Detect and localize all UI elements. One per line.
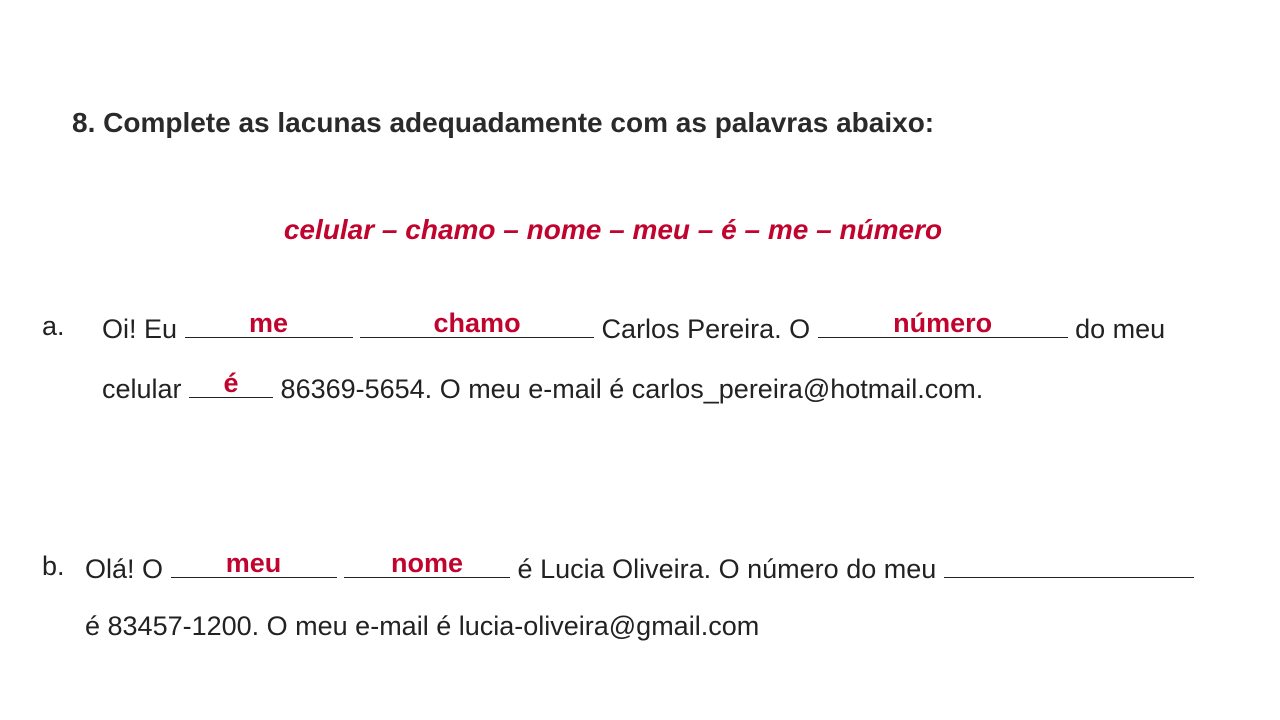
item-a-marker: a. [42,311,65,341]
blank[interactable] [344,548,510,578]
exercise-title: 8. Complete as lacunas adequadamente com as palavras abaixo: [72,107,935,138]
blank-answer: me [249,308,289,338]
word-bank: celular – chamo – nome – meu – é – me – número [283,214,943,245]
blank[interactable] [185,308,353,338]
item-a-text: 86369-5654. O meu e-mail é carlos_pereira@hotmail.com. [273,374,984,404]
item-b-text: é Lucia Oliveira. O número do meu [510,554,944,584]
blank-answer: meu [225,548,282,578]
item-b-text: Olá! O [85,554,171,584]
blank-answer: chamo [433,308,521,338]
blank[interactable] [189,368,273,398]
item-a-text: Oi! Eu [102,314,185,344]
blank[interactable] [171,548,337,578]
blank[interactable] [360,308,594,338]
item-b-line-1 [85,548,1194,585]
blank-answer: número [893,308,993,338]
item-a-text: do meu [1067,314,1166,344]
item-b-line-2 [85,611,759,642]
item-b-marker: b. [42,551,65,581]
item-a-text: Carlos Pereira. O [594,314,818,344]
blank[interactable] [818,308,1068,338]
item-b-text: é 83457-1200. O meu e-mail é lucia-oliveira@gmail.com [85,611,760,641]
blank-answer: é [223,368,239,398]
item-a-line-1 [102,308,1166,345]
blank-answer: nome [391,548,464,578]
item-a-text: celular [102,374,190,404]
item-a-line-2 [102,368,984,405]
blank[interactable] [944,551,1194,578]
